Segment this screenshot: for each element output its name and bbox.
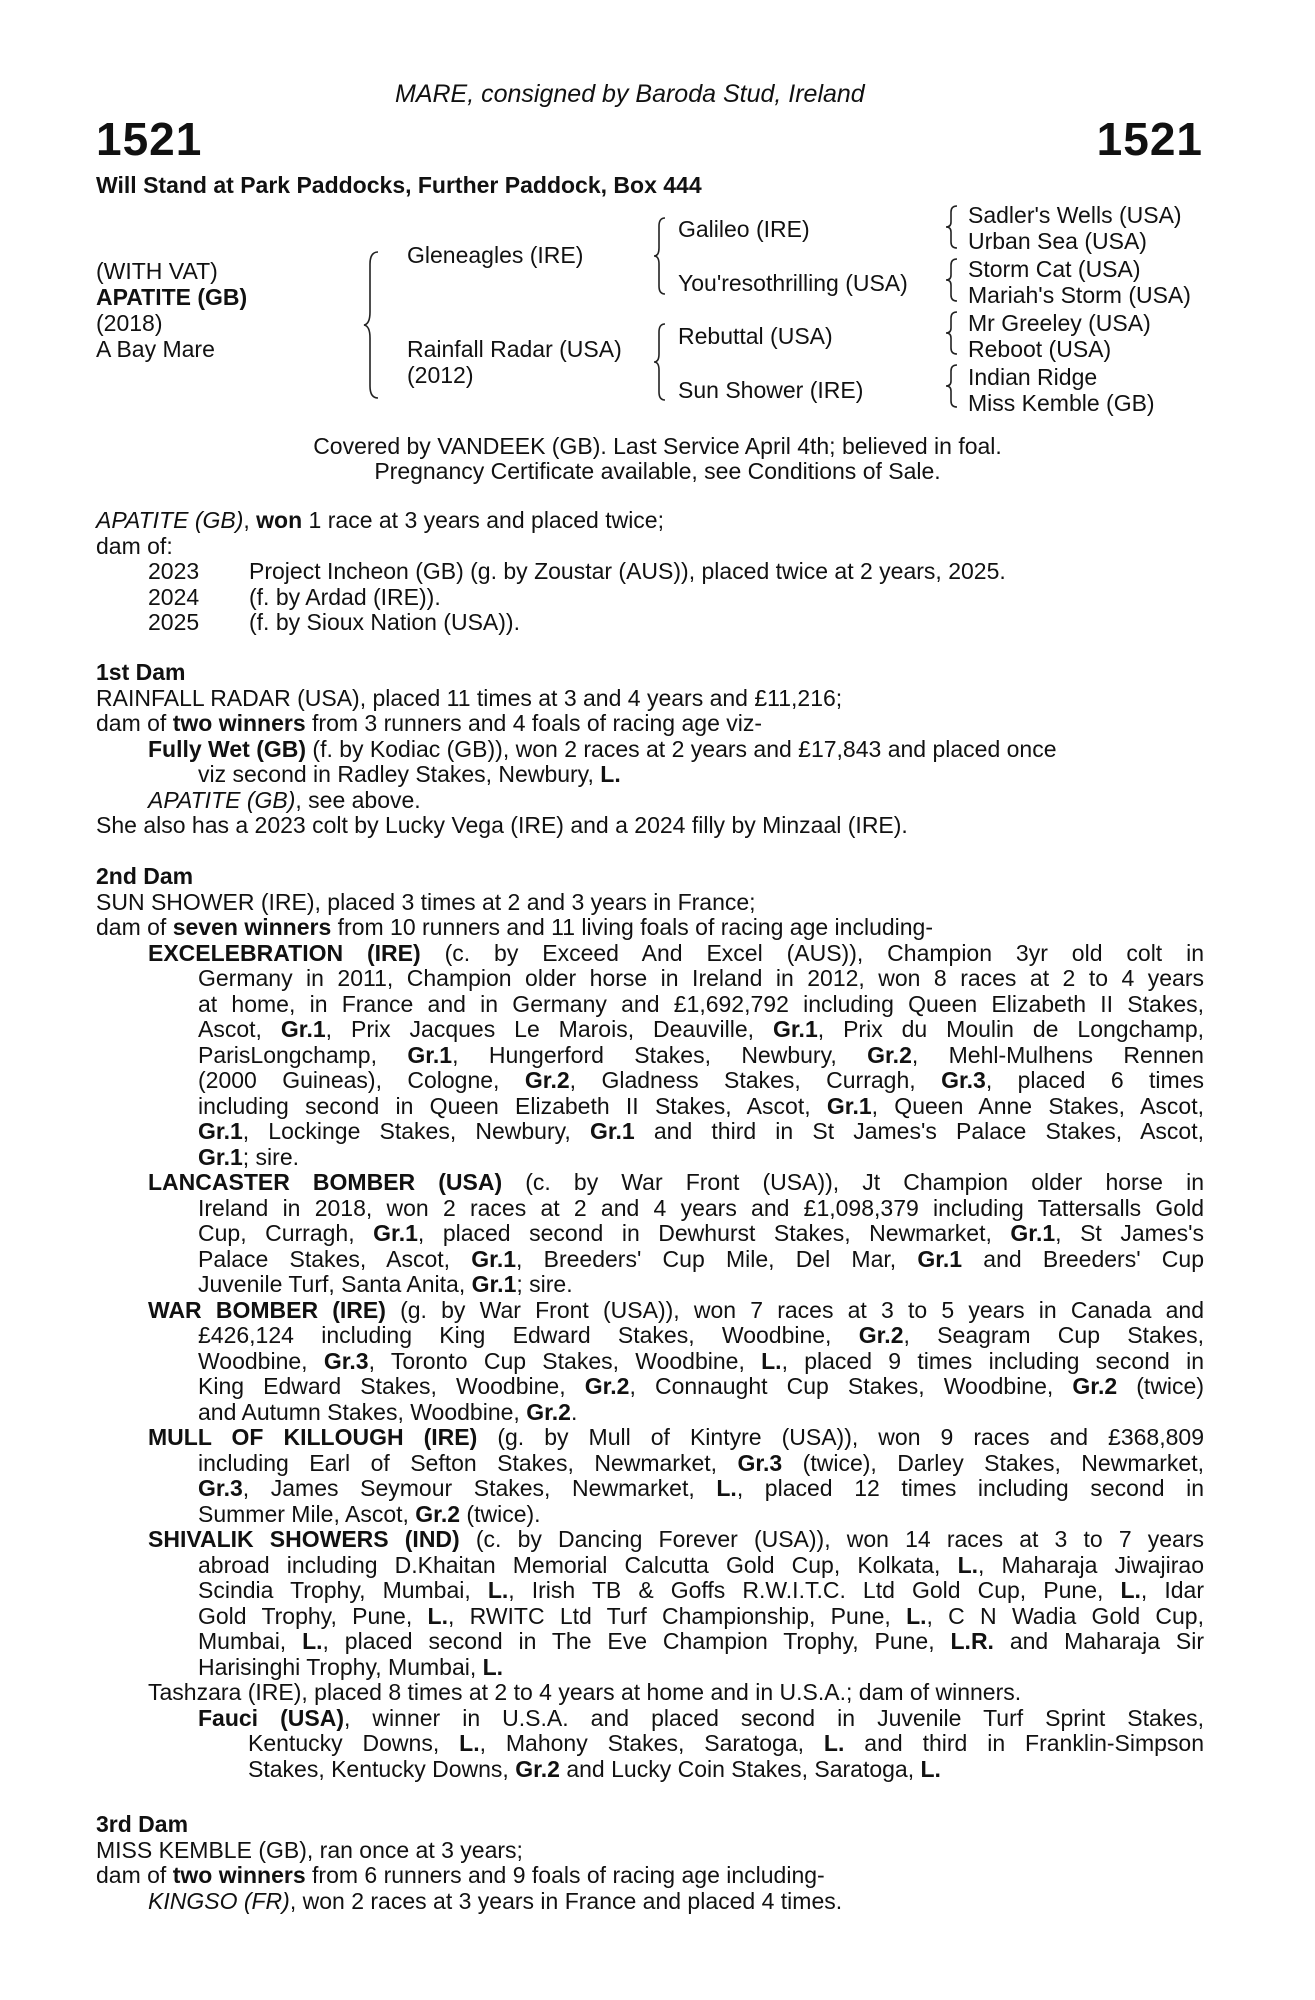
entry-line: Harisinghi Trophy, Mumbai, L. (198, 1653, 504, 1680)
entry-line: Gr.1; sire. (198, 1143, 299, 1170)
lot-heading: MARE, consigned by Baroda Stud, Ireland (395, 80, 865, 108)
tashzara-entry: Tashzara (IRE), placed 8 times at 2 to 4 years at home and in U.S.A.; dam of winners. (148, 1679, 1022, 1705)
mull-of-killough-entry: MULL OF KILLOUGH (IRE) (g. by Mull of Kintyre (USA)), won 9 races and £368,809 (148, 1424, 1204, 1450)
second-dam-line-2 (96, 915, 1204, 941)
horse-description: A Bay Mare (96, 336, 215, 362)
text: from 10 runners and 11 living foals of racing age including- (331, 914, 934, 940)
entry-line: Cup, Curragh, Gr.1, placed second in Dewhurst Stakes, Newmarket, Gr.1, St James's (198, 1220, 1204, 1246)
pedigree-dam: Rainfall Radar (USA) (407, 336, 622, 362)
entry-line: at home, in France and in Germany and £1,692,792 including Queen Elizabeth II Stakes, (198, 990, 1204, 1017)
covered-line-2: Pregnancy Certificate available, see Conditions of Sale. (374, 458, 941, 484)
lancaster-bomber-entry: LANCASTER BOMBER (USA) (c. by War Front (USA)), Jt Champion older horse in (148, 1169, 1204, 1195)
produce-year: 2024 (148, 583, 200, 610)
second-dam-section (96, 864, 1204, 1782)
pedigree-sdd: Mariah's Storm (USA) (968, 282, 1191, 308)
entry-line: £426,124 including King Edward Stakes, Woodbine, Gr.2, Seagram Cup Stakes, (198, 1322, 1204, 1348)
first-dam-heading: 1st Dam (96, 659, 186, 685)
pedigree-dam-sire: Rebuttal (USA) (678, 323, 833, 349)
stand-location: Will Stand at Park Paddocks, Further Paddock, Box 444 (96, 172, 702, 198)
entry-line: Ireland in 2018, won 2 races at 2 and 4 years and £1,098,379 including Tattersalls Gold (198, 1194, 1204, 1221)
entry-line: Stakes, Kentucky Downs, Gr.2 and Lucky Coin Stakes, Saratoga, L. (248, 1755, 941, 1782)
pedigree-dam-year: (2012) (407, 362, 474, 388)
winners-count: seven winners (172, 914, 332, 940)
pedigree-brace-dd (944, 363, 960, 409)
produce-year: 2025 (148, 609, 200, 635)
produce-text: (f. by Ardad (IRE)). (249, 583, 441, 610)
pedigree-sire: Gleneagles (IRE) (407, 242, 584, 268)
pedigree-brace-sire (652, 216, 668, 296)
produce-item (96, 585, 1204, 611)
pedigree-dam-dam: Sun Shower (IRE) (678, 377, 864, 403)
lot-number-right: 1521 (1096, 113, 1203, 165)
pedigree-brace-dam (652, 322, 668, 402)
third-dam-line-2 (96, 1863, 1204, 1889)
text: dam of (96, 914, 173, 940)
fully-wet-entry (96, 737, 1204, 763)
entry-line: Gr.1, Lockinge Stakes, Newbury, Gr.1 and third in St James's Palace Stakes, Ascot, (198, 1118, 1204, 1144)
pedigree-ddd: Miss Kemble (GB) (968, 390, 1155, 416)
first-dam-line-2 (96, 711, 1204, 737)
entry-line: Scindia Trophy, Mumbai, L., Irish TB & Goffs R.W.I.T.C. Ltd Gold Cup, Pune, L., Idar (198, 1577, 1204, 1603)
pedigree-brace-ss (944, 204, 960, 250)
text: , won 2 races at 3 years in France and placed 4 times. (289, 1887, 843, 1914)
pedigree-ssd: Urban Sea (USA) (968, 228, 1147, 254)
text: from 3 runners and 4 foals of racing age viz- (305, 710, 763, 736)
entry-line: Gr.3, James Seymour Stakes, Newmarket, L., placed 12 times including second in (198, 1475, 1204, 1501)
shivalik-showers-entry: SHIVALIK SHOWERS (IND) (c. by Dancing Forever (USA)), won 14 races at 3 to 7 years (148, 1526, 1205, 1552)
horse-name: APATITE (GB) (148, 786, 296, 813)
entry-line: Palace Stakes, Ascot, Gr.1, Breeders' Cup Mile, Del Mar, Gr.1 and Breeders' Cup (198, 1245, 1204, 1272)
produce-text: Project Incheon (GB) (g. by Zoustar (AUS)), placed twice at 2 years, 2025. (249, 558, 1006, 584)
entry-line: and Autumn Stakes, Woodbine, Gr.2. (198, 1398, 578, 1425)
horse-name: Fully Wet (GB) (148, 735, 307, 762)
entry-line: abroad including D.Khaitan Memorial Calcutta Gold Cup, Kolkata, L., Maharaja Jiwajirao (198, 1551, 1204, 1578)
dam-of-label: dam of: (96, 532, 173, 559)
entry-line: including Earl of Sefton Stakes, Newmarket, Gr.3 (twice), Darley Stakes, Newmarket, (198, 1449, 1205, 1476)
text: from 6 runners and 9 foals of racing age including- (305, 1862, 825, 1888)
war-bomber-entry: WAR BOMBER (IRE) (g. by War Front (USA)), won 7 races at 3 to 5 years in Canada and (148, 1296, 1204, 1323)
text: , see above. (295, 786, 421, 813)
entry-line: including second in Queen Elizabeth II Stakes, Ascot, Gr.1, Queen Anne Stakes, Ascot, (198, 1092, 1204, 1119)
pedigree-brace-gen1 (362, 250, 382, 400)
horse-name: APATITE (GB) (96, 284, 248, 310)
excelebration-entry: EXCELEBRATION (IRE) (c. by Exceed And Excel (AUS)), Champion 3yr old colt in (148, 939, 1205, 966)
kingso-entry (96, 1889, 1204, 1915)
vat-note: (WITH VAT) (96, 258, 218, 284)
entry-line: Kentucky Downs, L., Mahony Stakes, Saratoga, L. and third in Franklin-Simpson (248, 1730, 1204, 1756)
covered-note (0, 434, 1315, 484)
text: dam of (96, 1862, 173, 1888)
horse-year: (2018) (96, 310, 163, 336)
produce-item (96, 610, 1204, 636)
entry-line: Summer Mile, Ascot, Gr.2 (twice). (198, 1500, 541, 1527)
entry-line: Mumbai, L., placed second in The Eve Champion Trophy, Pune, L.R. and Maharaja Sir (198, 1628, 1204, 1654)
pedigree-sire-dam: You'resothrilling (USA) (678, 270, 908, 296)
third-dam-section (96, 1812, 1204, 1914)
fauci-entry: Fauci (USA), winner in U.S.A. and placed second in Juvenile Turf Sprint Stakes, (198, 1704, 1205, 1731)
first-dam-also: She also has a 2023 colt by Lucky Vega (IRE) and a 2024 filly by Minzaal (IRE). (96, 812, 908, 838)
grade: L. (600, 761, 621, 787)
pedigree-sss: Sadler's Wells (USA) (968, 202, 1182, 228)
second-dam-line-1: SUN SHOWER (IRE), placed 3 times at 2 and 3 years in France; (96, 888, 756, 915)
entry-line: Woodbine, Gr.3, Toronto Cup Stakes, Woodbine, L., placed 9 times including second in (198, 1347, 1204, 1374)
entry-line: Juvenile Turf, Santa Anita, Gr.1; sire. (198, 1271, 573, 1297)
text: dam of (96, 710, 173, 736)
second-dam-heading: 2nd Dam (96, 863, 194, 889)
produce-intro-won: won (256, 507, 303, 533)
text: viz second in Radley Stakes, Newbury, (198, 761, 601, 787)
produce-year: 2023 (148, 558, 200, 584)
entry-line: ParisLongchamp, Gr.1, Hungerford Stakes, Newbury, Gr.2, Mehl-Mulhens Rennen (198, 1041, 1204, 1068)
produce-text: (f. by Sioux Nation (USA)). (249, 609, 520, 635)
text: (f. by Kodiac (GB)), won 2 races at 2 years and £17,843 and placed once (306, 735, 1057, 762)
third-dam-heading: 3rd Dam (96, 1811, 189, 1837)
pedigree-brace-sd (944, 257, 960, 303)
first-dam-line-1: RAINFALL RADAR (USA), placed 11 times at 3 and 4 years and £11,216; (96, 684, 843, 711)
lot-number-left: 1521 (96, 113, 203, 165)
produce-record: APATITE (GB), won 1 race at 3 years and placed twice; dam of: 2023 Project Incheon (GB) (g. by Zoustar (AUS)), placed twice at 2 years, 2025. 2024 (f. by Ardad (IRE)). 2025 (f. by Sioux Nation (USA)). (96, 508, 1204, 636)
pedigree-dsd: Reboot (USA) (968, 336, 1112, 362)
horse-name: KINGSO (FR) (148, 1887, 290, 1914)
produce-intro-rest: 1 race at 3 years and placed twice; (302, 507, 664, 533)
third-dam-line-1: MISS KEMBLE (GB), ran once at 3 years; (96, 1836, 523, 1863)
winners-count: two winners (172, 1862, 306, 1888)
winners-count: two winners (172, 710, 306, 736)
entry-line: Germany in 2011, Champion older horse in Ireland in 2012, won 8 races at 2 to 4 years (198, 965, 1204, 991)
pedigree-brace-ds (944, 310, 960, 356)
entry-line: Gold Trophy, Pune, L., RWITC Ltd Turf Championship, Pune, L., C N Wadia Gold Cup, (198, 1602, 1204, 1629)
entry-line: Ascot, Gr.1, Prix Jacques Le Marois, Deauville, Gr.1, Prix du Moulin de Longchamp, (198, 1016, 1204, 1042)
covered-line-1: Covered by VANDEEK (GB). Last Service April 4th; believed in foal. (313, 433, 1002, 459)
produce-intro-name: APATITE (GB) (96, 507, 244, 533)
pedigree-sire-sire: Galileo (IRE) (678, 216, 810, 242)
produce-item (96, 559, 1204, 585)
pedigree-sds: Storm Cat (USA) (968, 256, 1141, 282)
pedigree-dss: Mr Greeley (USA) (968, 310, 1151, 336)
entry-line: King Edward Stakes, Woodbine, Gr.2, Connaught Cup Stakes, Woodbine, Gr.2 (twice) (198, 1373, 1204, 1399)
first-dam-section (96, 660, 1204, 839)
pedigree-dds: Indian Ridge (968, 364, 1098, 390)
entry-line: (2000 Guineas), Cologne, Gr.2, Gladness Stakes, Curragh, Gr.3, placed 6 times (198, 1067, 1204, 1093)
